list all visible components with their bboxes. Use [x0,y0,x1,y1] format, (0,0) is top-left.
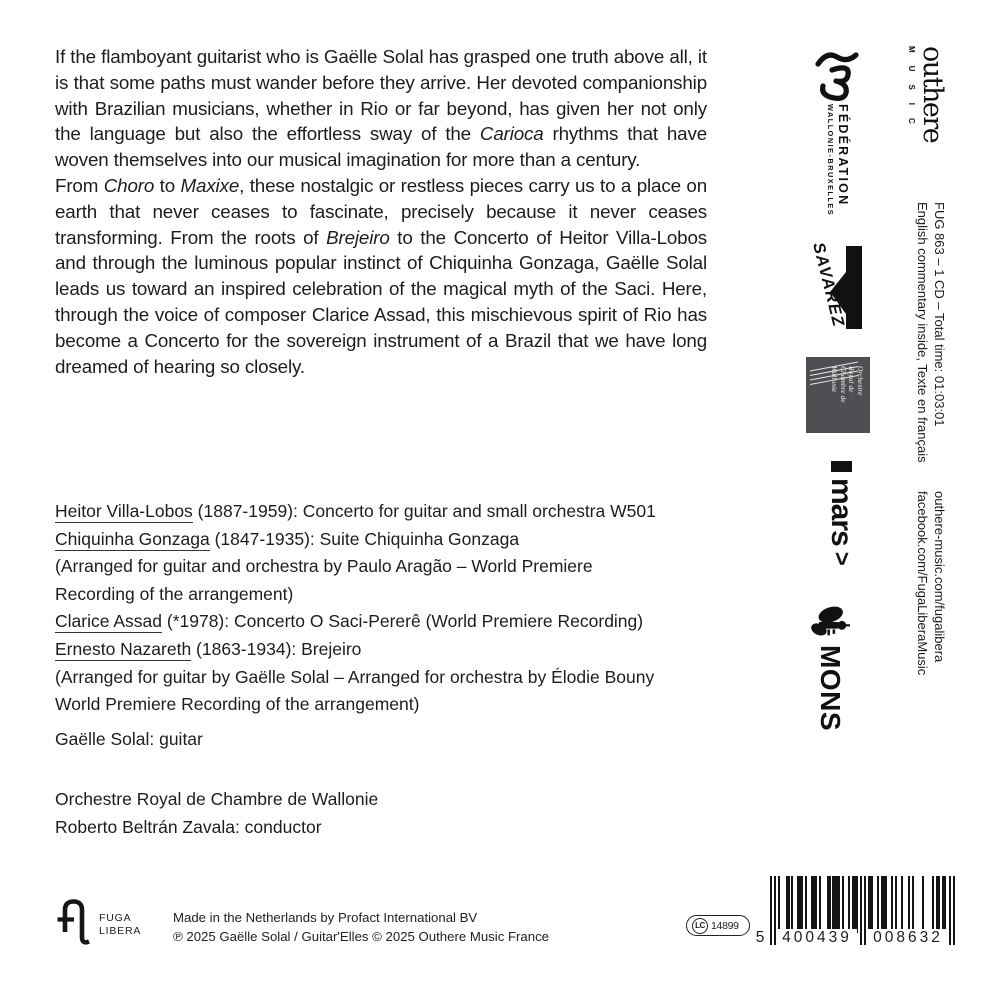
programme-line [55,636,656,664]
catalogue-number-line: FUG 863 – 1 CD – Total time: 01:03:01 [932,202,947,427]
fl-ligature-icon [56,896,92,953]
web-links [911,491,947,747]
arrangement-note: (Arranged for guitar and orchestra by Paulo Aragão – World Premiere [55,556,593,577]
work-title: (1847-1935): Suite Chiquinha Gonzaga [209,528,520,549]
federation-w-icon [810,44,864,107]
mons-logo [799,605,862,731]
composer-name: Chiquinha Gonzaga [55,528,210,549]
work-title: (1887-1959): Concerto for guitar and small orchestra W501 [192,501,656,521]
arrangement-note: (Arranged for guitar by Gaëlle Solal – Arranged for orchestra by Élodie Bouny [55,666,655,687]
mons-belfry-icon [802,605,860,639]
language-line: English commentary inside, Texte en français [915,202,931,463]
orchestra-name: Orchestre Royal de Chambre de Wallonie [55,789,379,809]
liner-notes-paragraph-1 [55,44,707,173]
savarez-logo [810,242,862,332]
programme-line [55,526,656,554]
mars-bar-icon [831,461,852,472]
federation-wordmark: FÉDÉRATION [836,104,850,207]
liner-text-italic: Maxixe [180,174,240,196]
fuga-libera-wordmark [99,912,141,938]
composer-name: Heitor Villa-Lobos [55,501,193,521]
fuga-libera-logo [56,896,141,953]
made-in-line: Made in the Netherlands by Profact International BV [173,910,478,925]
outhere-music-logo [900,46,946,152]
programme-line [55,691,656,719]
liner-notes-paragraph-2 [55,173,707,379]
composer-name: Clarice Assad [55,611,162,632]
mons-wordmark: MONS [815,645,847,731]
mars-chevron-icon: > [828,551,856,566]
wallonie-bruxelles-wordmark: WALLONIE-BRUXELLES [826,104,835,217]
programme-line [55,498,656,526]
ean-barcode [753,876,963,952]
liner-text-italic: Carioca [479,123,544,145]
liner-text: , these nostalgic or restless pieces carry us to a place on earth that never ceases to fascinate, precisely because it never ceases transforming. From the roots of [55,174,707,248]
soloist-credit: Gaëlle Solal: guitar [55,729,203,749]
mars-wordmark: mars [825,478,859,546]
programme-line [55,581,656,609]
copyright-line: ℗ 2025 Gaëlle Solal / Guitar'Elles © 2025 Outhere Music France [173,928,549,944]
mars-logo [825,461,859,585]
programme-list [55,498,656,719]
arrangement-note: World Premiere Recording of the arrangement) [55,694,420,715]
conductor-name: Roberto Beltrán Zavala: conductor [55,816,322,837]
programme-line [55,553,656,581]
liner-text-italic: Brejeiro [326,226,390,248]
lc-code-badge [686,915,750,936]
liner-text: rhythms that have woven themselves into our musical imagination for more than a century. [55,123,707,171]
outhere-wordmark: outhere [917,46,948,143]
liner-notes [55,44,707,379]
savarez-wordmark: SAVAREZ [810,242,848,330]
lc-number: 14899 [711,919,739,932]
liner-text-italic: Choro [103,174,155,196]
label-url: outhere-music.com/fugalibera [932,491,947,663]
work-title: (1863-1934): Brejeiro [191,638,362,659]
programme-line [55,608,656,636]
arrangement-note: Recording of the arrangement) [55,583,294,604]
barcode-right-digits: 008632 [868,929,948,947]
orcw-logo [806,357,870,433]
composer-name: Ernesto Nazareth [55,638,192,659]
barcode-left-digits: 400439 [777,929,857,947]
orcw-name-line: Chambre de [839,366,848,403]
lc-icon: LC [692,918,708,934]
liner-text: If the flamboyant guitarist who is Gaëlle Solal has grasped one truth above all, it is that some paths must wander before they arrive. Her devoted companionship with Brazilian musicians, whether in Rio or far beyond, has given her not only the language but also the effortless sway of the [55,46,707,145]
facebook-url: facebook.com/FugaLiberaMusic [915,491,931,676]
orcw-name-line: Wallonie [830,366,840,393]
orchestra-credit [55,786,378,841]
liner-text: to [154,174,181,196]
orcw-name-line: Orchestre [856,366,865,396]
fuga-word: FUGA [99,911,132,924]
manufacturing-credits [173,909,549,946]
catalogue-info [911,202,947,502]
work-title: (*1978): Concerto O Saci-Pererê (World Premiere Recording) [162,611,644,632]
liner-text: From [55,174,104,196]
orcw-name-line: Royal de [847,366,857,393]
liner-text: to the Concerto of Heitor Villa-Lobos and through the luminous popular instinct of Chiquinha Gonzaga, Gaëlle Solal leads us toward an inspired celebration of the magical myth of the Saci. Here, through the voice of composer Clarice Assad, this mischievous spirit of Rio has become a Concerto for the sovereign instrument of a Brazil that we have long dreamed of hearing so closely. [55,226,707,377]
savarez-flag-icon [810,242,862,332]
barcode-lead-digit: 5 [753,929,767,947]
libera-word: LIBERA [99,924,142,937]
outhere-music-sub: MUSIC [907,46,916,137]
programme-line [55,664,656,692]
